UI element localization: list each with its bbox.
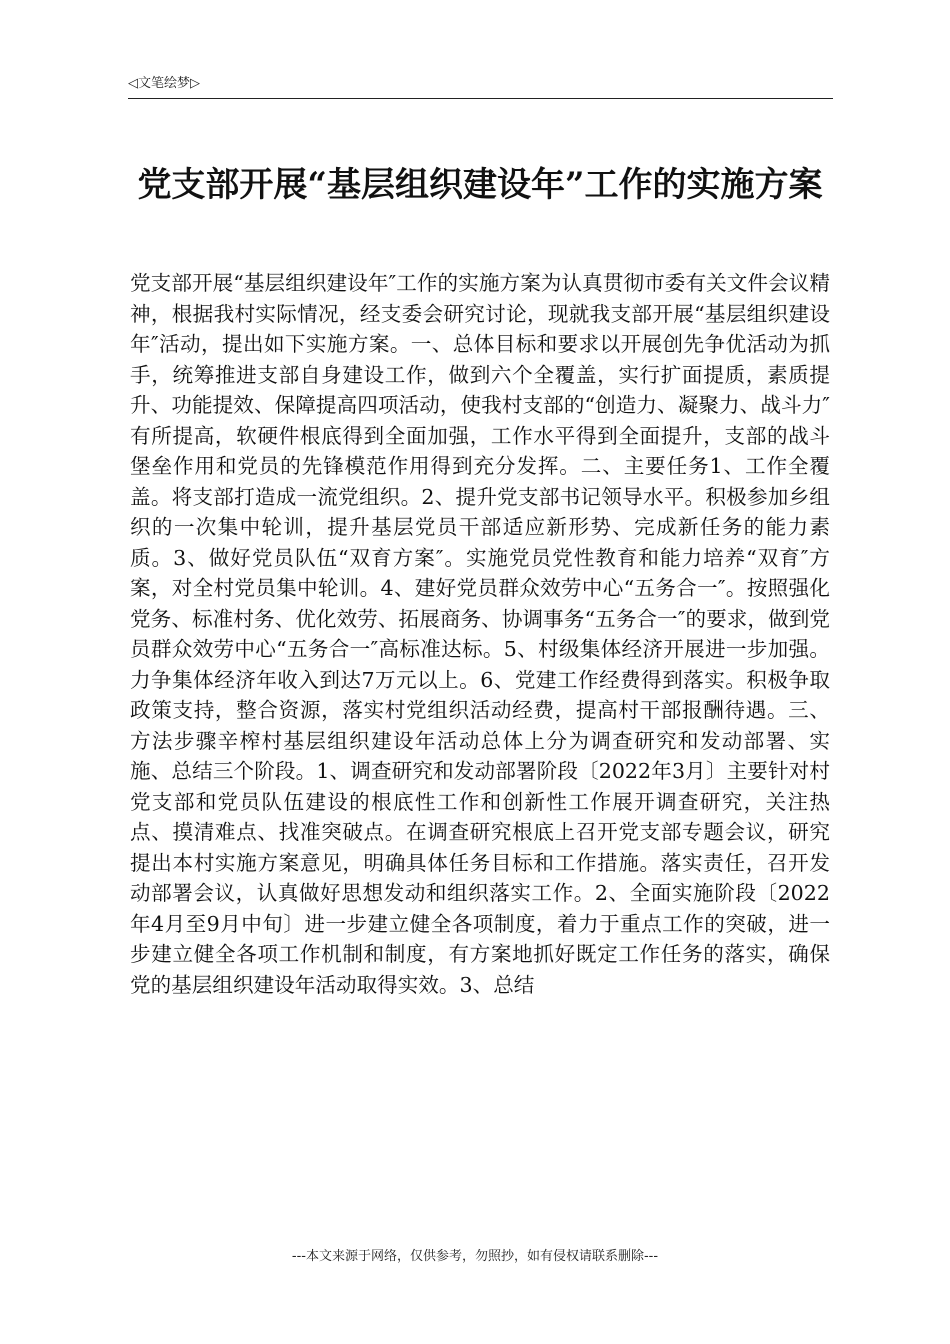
page-footer: ---本文来源于网络，仅供参考，勿照抄，如有侵权请联系删除--- [291, 1249, 659, 1264]
document-body: 党支部开展“基层组织建设年″工作的实施方案为认真贯彻市委有关文件会议精神，根据我村实际情况，经支委会研究讨论，现就我支部开展“基层组织建设年″活动，提出如下实施方案。一、总体目标和要求以开展创先争优活动为抓手，统筹推进支部自身建设工作，做到六个全覆盖，实行扩面提质，素质提升、功能提效、保障提高四项活动，使我村支部的“创造力、凝聚力、战斗力″有所提高，软硬件根底得到全面加强，工作水平得到全面提升，支部的战斗堡垒作用和党员的先锋模范作用得到充分发挥。二、主要任务1、工作全覆盖。将支部打造成一流党组织。2、提升党支部书记领导水平。积极参加乡组织的一次集中轮训，提升基层党员干部适应新形势、完成新任务的能力素质。3、做好党员队伍“双育方案″。实施党员党性教育和能力培养“双育″方案，对全村党员集中轮训。4、建好党员群众效劳中心“五务合一″。按照强化党务、标准村务、优化效劳、拓展商务、协调事务“五务合一″的要求，做到党员群众效劳中心“五务合一″高标准达标。5、村级集体经济开展进一步加强。力争集体经济年收入到达7万元以上。6、党建工作经费得到落实。积极争取政策支持，整合资源，落实村党组织活动经费，提高村干部报酬待遇。三、方法步骤辛榨村基层组织建设年活动总体上分为调查研究和发动部署、实施、总结三个阶段。1、调查研究和发动部署阶段〔2022年3月〕主要针对村党支部和党员队伍建设的根底性工作和创新性工作展开调查研究，关注热点、摸清难点、找准突破点。在调查研究根底上召开党支部专题会议，研究提出本村实施方案意见，明确具体任务目标和工作措施。落实责任，召开发动部署会议，认真做好思想发动和组织落实工作。2、全面实施阶段〔2022年4月至9月中旬〕进一步建立健全各项制度，着力于重点工作的突破，进一步建立健全各项工作机制和制度，有方案地抓好既定工作任务的落实，确保党的基层组织建设年活动取得实效。3、总结 [130, 271, 830, 997]
document-title: 党支部开展“基层组织建设年”工作的实施方案 [137, 165, 823, 205]
header-label: ◁文笔绘梦▷ [128, 76, 200, 91]
page-header [128, 76, 833, 99]
